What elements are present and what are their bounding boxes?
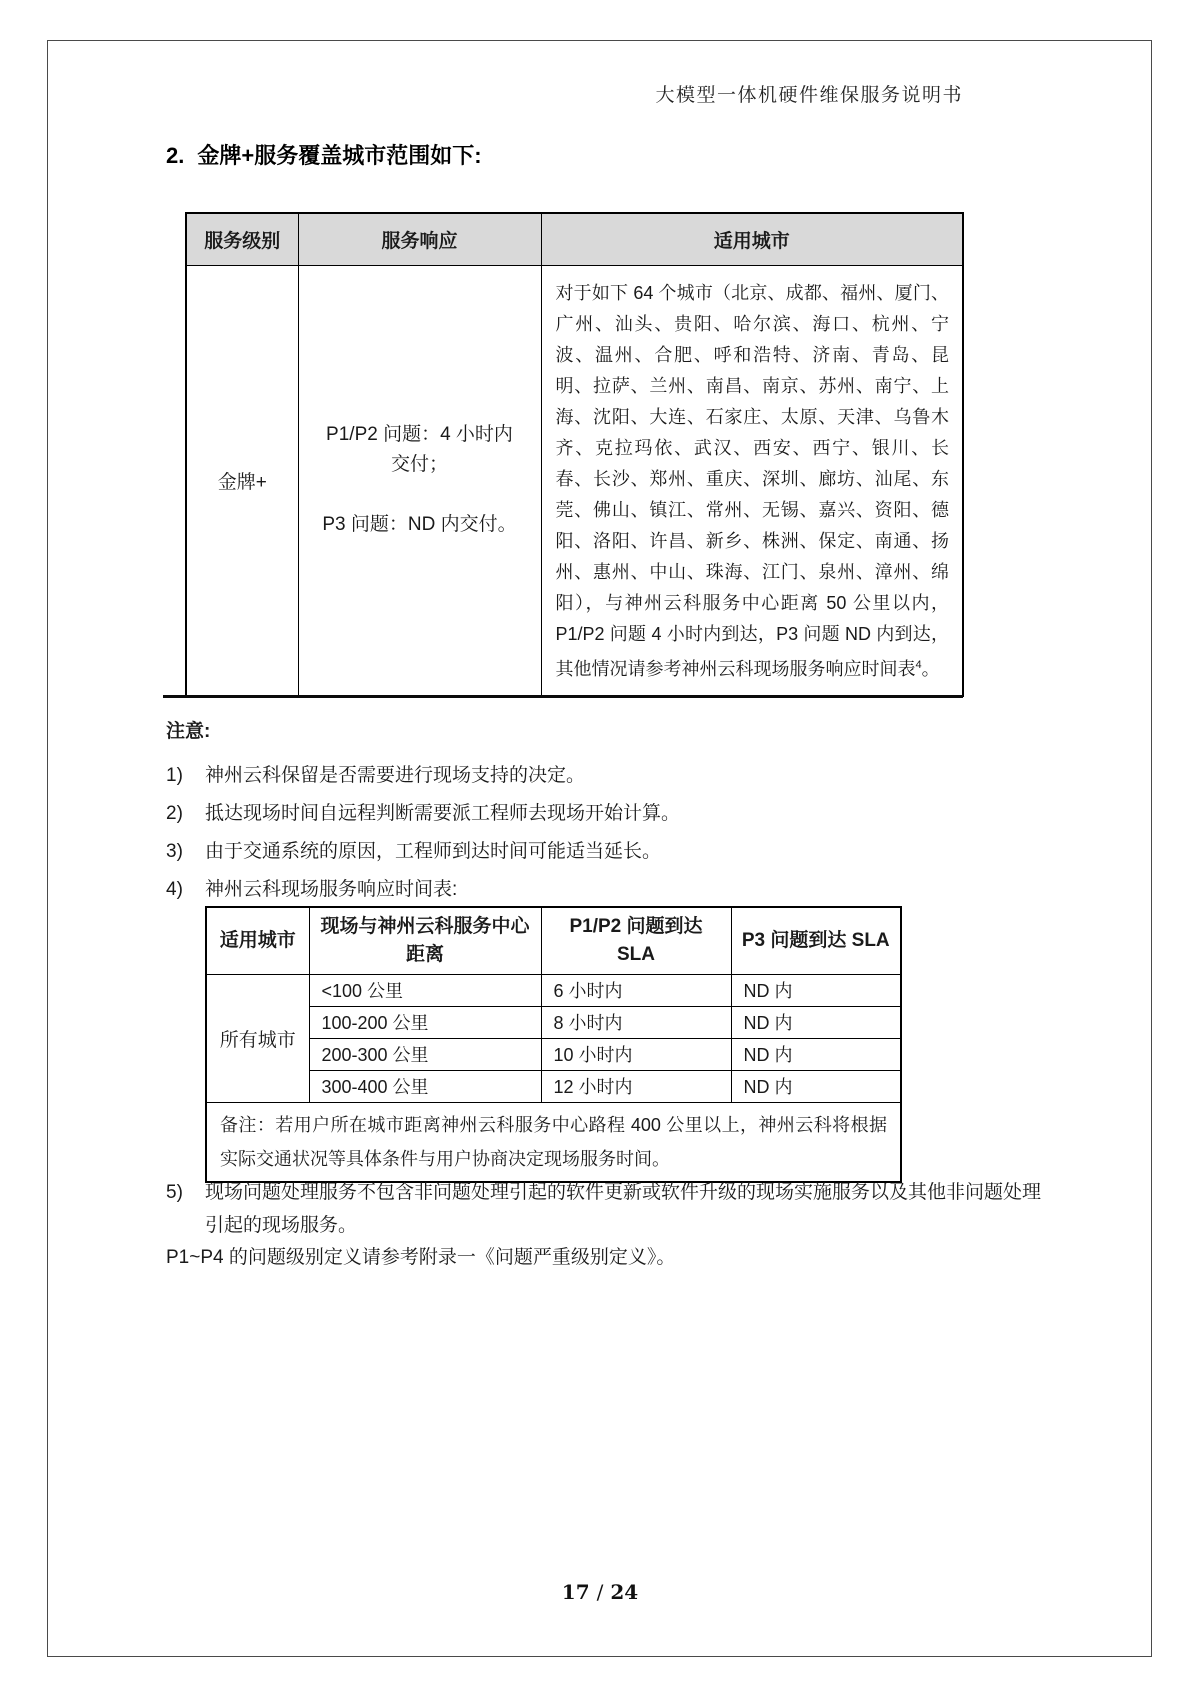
table-row: [206, 1006, 901, 1038]
section-divider: [163, 695, 963, 698]
note-item-4: [166, 875, 1051, 905]
note-text: 由于交通系统的原因，工程师到达时间可能适当延长。: [205, 841, 662, 862]
t2-p3-sla-cell: ND 内: [731, 974, 901, 1006]
table-row: [206, 1038, 901, 1070]
t2-city-group-cell: 所有城市: [206, 974, 309, 1102]
note-number: 1): [166, 765, 183, 786]
closing-reference-line: P1~P4 的问题级别定义请参考附录一《问题严重级别定义》。: [166, 1247, 676, 1268]
t2-header-p12-sla: [541, 907, 731, 974]
t2-p12-sla-cell: 12 小时内: [541, 1070, 731, 1102]
t2-p3-sla-cell: ND 内: [731, 1070, 901, 1102]
onsite-response-time-table: [205, 906, 902, 1183]
t2-distance-cell: 300-400 公里: [309, 1070, 541, 1102]
table-row: [206, 1070, 901, 1102]
t2-distance-cell: <100 公里: [309, 974, 541, 1006]
section-title: 金牌+服务覆盖城市范围如下:: [197, 143, 482, 168]
page-number-separator: /: [596, 1580, 604, 1604]
page-number: [0, 1580, 1200, 1604]
section-number: 2.: [166, 143, 185, 168]
note-item-3: [166, 837, 1051, 867]
table-row: [186, 265, 963, 696]
t2-distance-cell: 200-300 公里: [309, 1038, 541, 1070]
header-line: P3 问题到达 SLA: [741, 929, 890, 951]
note-item-5: [166, 1176, 1051, 1242]
response-p12-line: P1/P2 问题：4 小时内交付；: [326, 424, 513, 475]
t2-p3-sla-cell: ND 内: [731, 1038, 901, 1070]
t2-p12-sla-cell: 6 小时内: [541, 974, 731, 1006]
note-text: 神州云科保留是否需要进行现场支持的决定。: [205, 765, 586, 786]
header-line: 距离: [405, 943, 444, 965]
page-total: 24: [610, 1580, 639, 1604]
table-header-row: [206, 907, 901, 974]
section-heading: [166, 139, 482, 170]
t1-header-applicable-cities: 适用城市: [541, 213, 963, 265]
t1-service-level-cell: 金牌+: [186, 265, 298, 696]
t2-p3-sla-cell: ND 内: [731, 1006, 901, 1038]
cities-text-end: 。: [921, 658, 940, 679]
response-p3-line: P3 问题：ND 内交付。: [322, 514, 517, 535]
note-item-1: [166, 761, 1051, 791]
note-item-2: [166, 799, 1051, 829]
t2-header-distance: [309, 907, 541, 974]
note-number: 4): [166, 879, 183, 900]
note-text: 现场问题处理服务不包含非问题处理引起的软件更新或软件升级的现场实施服务以及其他非问题处理引起的现场服务。: [205, 1182, 1042, 1236]
note-text: 抵达现场时间自远程判断需要派工程师去现场开始计算。: [205, 803, 681, 824]
t2-header-p3-sla: [731, 907, 901, 974]
t2-p12-sla-cell: 8 小时内: [541, 1006, 731, 1038]
table-header-row: [186, 213, 963, 265]
t2-header-city: [206, 907, 309, 974]
note-number: 2): [166, 803, 183, 824]
t1-service-response-cell: [298, 265, 541, 696]
note-number: 3): [166, 841, 183, 862]
header-line: 适用城市: [219, 929, 296, 951]
table-row: [206, 974, 901, 1006]
footnote-marker: 4: [915, 658, 922, 671]
note-number: 5): [166, 1182, 183, 1203]
note-text: 神州云科现场服务响应时间表:: [205, 879, 458, 900]
header-line: SLA: [617, 943, 655, 965]
t1-header-service-response: 服务响应: [298, 213, 541, 265]
gold-plus-coverage-table: [185, 212, 964, 697]
t2-remark-cell: 备注：若用户所在城市距离神州云科服务中心路程 400 公里以上，神州云科将根据实际交通状况等具体条件与用户协商决定现场服务时间。: [206, 1102, 901, 1182]
t1-cities-cell: [541, 265, 963, 696]
table-remark-row: [206, 1102, 901, 1182]
t2-p12-sla-cell: 10 小时内: [541, 1038, 731, 1070]
cities-text: 对于如下 64 个城市（北京、成都、福州、厦门、广州、汕头、贵阳、哈尔滨、海口、杭州、宁波、温州、合肥、呼和浩特、济南、青岛、昆明、拉萨、兰州、南昌、南京、苏州、南宁、上海、沈阳、大连、石家庄、太原、天津、乌鲁木齐、克拉玛依、武汉、西安、西宁、银川、长春、长沙、郑州、重庆、深圳、廊坊、汕尾、东莞、佛山、镇江、常州、无锡、嘉兴、资阳、德阳、洛阳、许昌、新乡、株洲、保定、南通、扬州、惠州、中山、珠海、江门、泉州、漳州、绵阳），与神州云科服务中心距离 50 公里以内，P1/P2 问题 4 小时内到达，P3 问题 ND 内到达，其他情况请参考神州云科现场服务响应时间表: [555, 282, 949, 679]
t2-distance-cell: 100-200 公里: [309, 1006, 541, 1038]
document-header-title: 大模型一体机硬件维保服务说明书: [655, 84, 963, 106]
header-line: 现场与神州云科服务中心: [320, 915, 530, 937]
header-line: P1/P2 问题到达: [569, 915, 703, 937]
t1-header-service-level: 服务级别: [186, 213, 298, 265]
page-current: 17: [561, 1580, 590, 1604]
notes-label: 注意:: [166, 721, 211, 742]
